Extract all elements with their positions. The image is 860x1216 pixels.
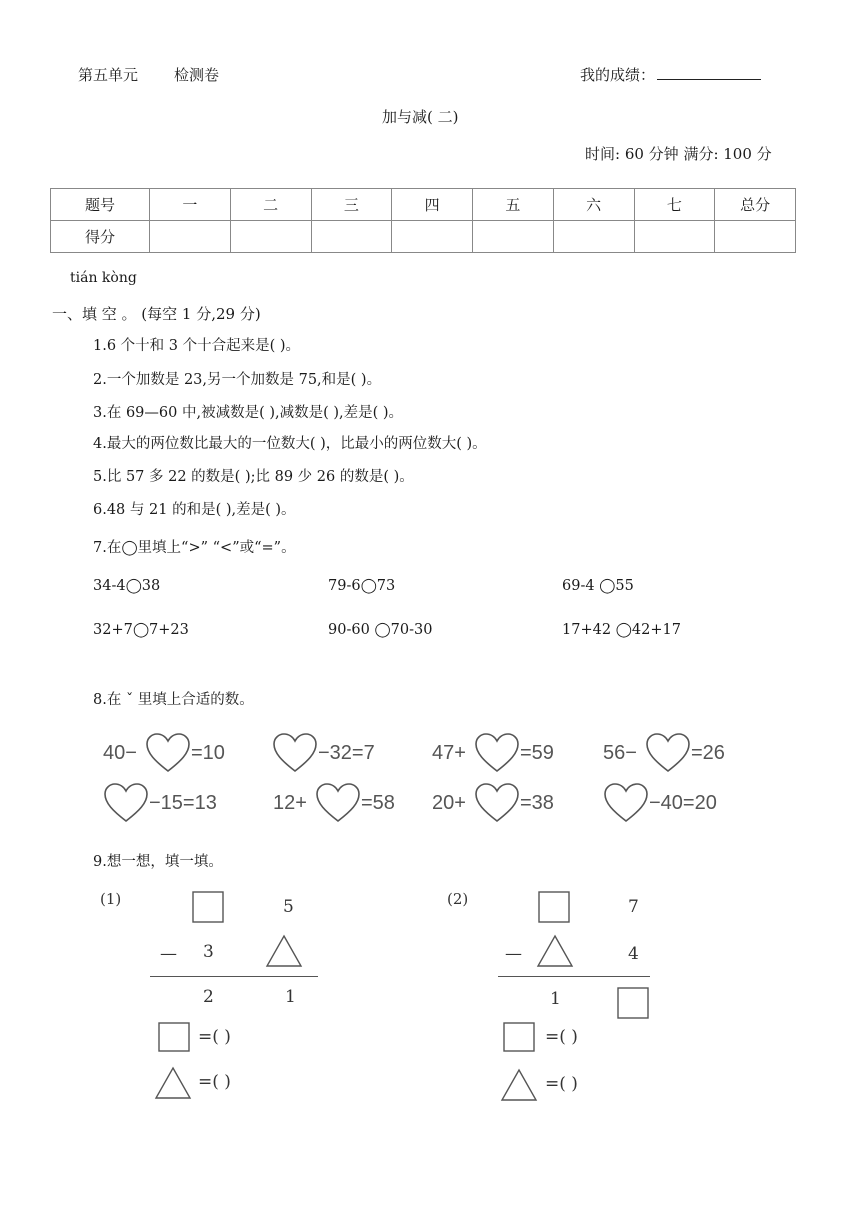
heart-eq-post: −40=20 [649, 792, 717, 814]
problem-2-mid-right: 4 [628, 944, 639, 964]
square-icon [158, 1022, 190, 1052]
page-title: 加与减( 二) [382, 108, 459, 126]
problem-2-rule [498, 976, 650, 977]
score-cell[interactable] [230, 221, 311, 253]
question-6: 6.48 与 21 的和是( ),差是( )。 [93, 502, 296, 518]
table-row-label: 得分 [51, 221, 150, 253]
problem-2-res-left: 1 [550, 989, 561, 1009]
table-header-cell: 二 [230, 189, 311, 221]
question-5: 5.比 57 多 22 的数是( );比 89 少 26 的数是( )。 [93, 469, 414, 485]
square-icon[interactable] [617, 987, 649, 1019]
score-cell[interactable] [392, 221, 473, 253]
score-label: 我的成绩： [580, 66, 656, 84]
problem-2-top-right: 7 [628, 897, 639, 917]
question-4: 4.最大的两位数比最大的一位数大( )，比最小的两位数大( )。 [93, 436, 487, 452]
answer-triangle-2[interactable]: =( ) [545, 1074, 578, 1094]
compare-item: 90-60 ◯70-30 [328, 622, 433, 638]
question-3: 3.在 69—60 中,被减数是( ),减数是( ),差是( )。 [93, 405, 404, 421]
heart-eq-pre: 40− [103, 742, 137, 764]
heart-icon[interactable] [474, 783, 520, 823]
triangle-icon [501, 1069, 537, 1101]
answer-triangle-1[interactable]: =( ) [198, 1072, 231, 1092]
heart-eq-pre: 12+ [273, 792, 307, 814]
heart-eq-post: =59 [520, 742, 554, 764]
score-field [580, 64, 761, 85]
table-row [51, 221, 796, 253]
triangle-icon [155, 1067, 191, 1099]
problem-1-rule [150, 976, 318, 977]
question-9: 9.想一想，填一填。 [93, 854, 223, 870]
question-2: 2.一个加数是 23,另一个加数是 75,和是( )。 [93, 372, 382, 388]
table-header-cell: 六 [553, 189, 634, 221]
heart-eq-post: −32=7 [318, 742, 375, 764]
pinyin: tián kòng [70, 270, 137, 286]
table-header-cell: 四 [392, 189, 473, 221]
problem-1-label: (1) [100, 890, 122, 908]
score-cell[interactable] [715, 221, 796, 253]
heart-eq-post: =58 [361, 792, 395, 814]
heart-eq-post: −15=13 [149, 792, 217, 814]
unit-label: 第五单元 [78, 66, 139, 84]
heart-eq-pre: 47+ [432, 742, 466, 764]
heart-icon[interactable] [272, 733, 318, 773]
compare-item: 79-6◯73 [328, 578, 396, 594]
table-header-cell: 总分 [715, 189, 796, 221]
heart-icon[interactable] [603, 783, 649, 823]
question-7: 7.在◯里填上“>” “<”或“=”。 [93, 540, 296, 556]
heart-icon[interactable] [474, 733, 520, 773]
table-header-cell: 三 [311, 189, 392, 221]
heart-eq-pre: 56− [603, 742, 637, 764]
problem-1-res-right: 1 [285, 987, 296, 1007]
table-row [51, 189, 796, 221]
score-cell[interactable] [311, 221, 392, 253]
table-header-cell: 五 [473, 189, 554, 221]
heart-icon[interactable] [103, 783, 149, 823]
square-icon [503, 1022, 535, 1052]
question-8: 8.在 ˇ 里填上合适的数。 [93, 692, 254, 708]
score-table [50, 188, 796, 253]
problem-1-res-left: 2 [203, 987, 214, 1007]
compare-item: 17+42 ◯42+17 [562, 622, 681, 638]
score-cell[interactable] [553, 221, 634, 253]
table-header-cell: 一 [150, 189, 231, 221]
answer-square-2[interactable]: =( ) [545, 1027, 578, 1047]
time-info: 时间: 60 分钟 满分: 100 分 [585, 145, 772, 163]
compare-item: 69-4 ◯55 [562, 578, 634, 594]
square-icon[interactable] [192, 891, 224, 923]
score-cell[interactable] [473, 221, 554, 253]
problem-1-minus: — [160, 944, 177, 964]
triangle-icon[interactable] [266, 935, 302, 967]
score-cell[interactable] [150, 221, 231, 253]
heart-icon[interactable] [645, 733, 691, 773]
problem-2-minus: — [505, 944, 522, 964]
table-header-cell: 七 [634, 189, 715, 221]
heart-eq-post: =10 [191, 742, 225, 764]
heart-eq-pre: 20+ [432, 792, 466, 814]
square-icon[interactable] [538, 891, 570, 923]
compare-item: 34-4◯38 [93, 578, 161, 594]
score-blank[interactable] [657, 65, 761, 80]
compare-item: 32+7◯7+23 [93, 622, 189, 638]
heart-eq-post: =26 [691, 742, 725, 764]
test-label: 检测卷 [174, 66, 220, 84]
heart-icon[interactable] [315, 783, 361, 823]
table-header-cell: 题号 [51, 189, 150, 221]
answer-square-1[interactable]: =( ) [198, 1027, 231, 1047]
heart-eq-post: =38 [520, 792, 554, 814]
problem-1-top-right: 5 [283, 897, 294, 917]
section-title: 一、填 空 。 (每空 1 分,29 分) [52, 305, 261, 323]
problem-2-label: (2) [447, 890, 469, 908]
question-1: 1.6 个十和 3 个十合起来是( )。 [93, 338, 301, 354]
problem-1-mid-left: 3 [203, 942, 214, 962]
heart-icon[interactable] [145, 733, 191, 773]
triangle-icon[interactable] [537, 935, 573, 967]
score-cell[interactable] [634, 221, 715, 253]
